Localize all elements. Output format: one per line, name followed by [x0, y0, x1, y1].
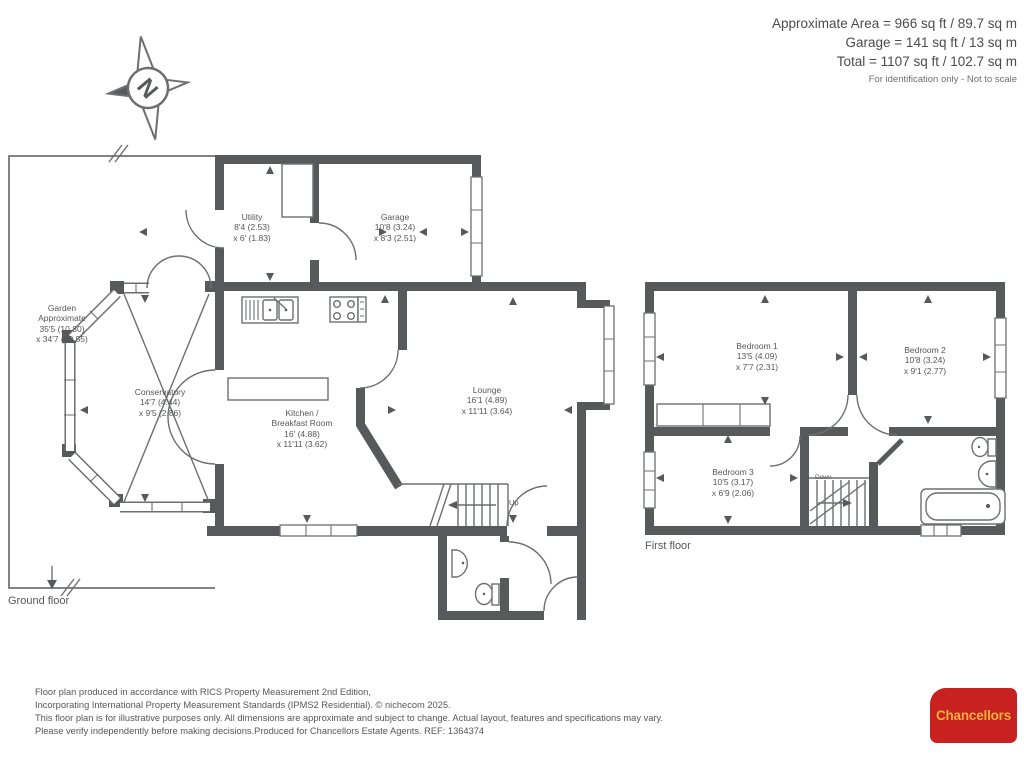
stairs-down-label: Down [815, 474, 832, 481]
ground-floor-windows [280, 177, 614, 536]
compass-icon [101, 31, 195, 145]
garage-area-line: Garage = 141 sq ft / 13 sq m [845, 35, 1017, 50]
stairs-up-label: Up [509, 498, 519, 507]
area-summary [772, 14, 1017, 85]
room-label-kitchen: Kitchen / Breakfast Room 16' (4.88) x 11'11 (3.62) [271, 408, 333, 449]
kitchen-worktop [228, 378, 328, 400]
disclaimer [35, 686, 663, 738]
disclaimer-line4: Please verify independently before making decisions.Produced for Chancellors Estate Agents. REF: 1364374 [35, 726, 485, 736]
room-label-bedroom1: Bedroom 1 13'5 (4.09) x 7'7 (2.31) [735, 341, 779, 372]
kitchen-sink [242, 297, 298, 323]
total-area-line: Total = 1107 sq ft / 102.7 sq m [836, 54, 1017, 69]
identification-note: For identification only - Not to scale [868, 74, 1017, 85]
room-label-utility: Utility 8'4 (2.53) x 6' (1.83) [233, 212, 271, 243]
disclaimer-line2: Incorporating International Property Measurement Standards (IPMS2 Residential). © nichecom 2025. [35, 700, 451, 710]
garden-boundary [9, 145, 215, 596]
kitchen-stair-angled-wall [360, 424, 399, 487]
approximate-area-line: Approximate Area = 966 sq ft / 89.7 sq m [771, 16, 1017, 31]
room-label-garage: Garage 10'8 (3.24) x 8'3 (2.51) [373, 212, 417, 243]
first-stairs [809, 478, 869, 526]
chancellors-logo [930, 688, 1017, 743]
room-label-conservatory: Conservatory 14'7 (4.44) x 9'5 (2.86) [134, 387, 186, 418]
room-label-bedroom2: Bedroom 2 10'8 (3.24) x 9'1 (2.77) [903, 345, 947, 376]
compass-north-letter: N [131, 73, 164, 104]
chancellors-logo-text: Chancellors [935, 708, 1012, 723]
bathroom-door-leaf [878, 440, 902, 464]
bathroom-fixtures [921, 438, 1005, 525]
ground-floor-label: Ground floor [8, 595, 70, 607]
kitchen-hob [330, 297, 366, 322]
room-label-lounge: Lounge 16'1 (4.89) x 11'11 (3.64) [461, 385, 513, 416]
room-label-garden: Garden Approximate 35'5 (10.80) x 34'7 (10.55) [36, 303, 88, 344]
first-floor-label: First floor [645, 540, 691, 552]
wc-fixtures [452, 550, 499, 605]
utility-cupboard [282, 164, 313, 217]
disclaimer-line3: This floor plan is for illustrative purposes only. All dimensions are approximate and subject to change. Actual layout, features and specifications may vary. [35, 713, 664, 723]
disclaimer-line1: Floor plan produced in accordance with RICS Property Measurement 2nd Edition, [35, 687, 371, 697]
ground-stairs [398, 484, 508, 526]
bedroom1-wardrobe [657, 404, 770, 426]
room-label-bedroom3: Bedroom 3 10'5 (3.17) x 6'9 (2.06) [711, 467, 755, 498]
